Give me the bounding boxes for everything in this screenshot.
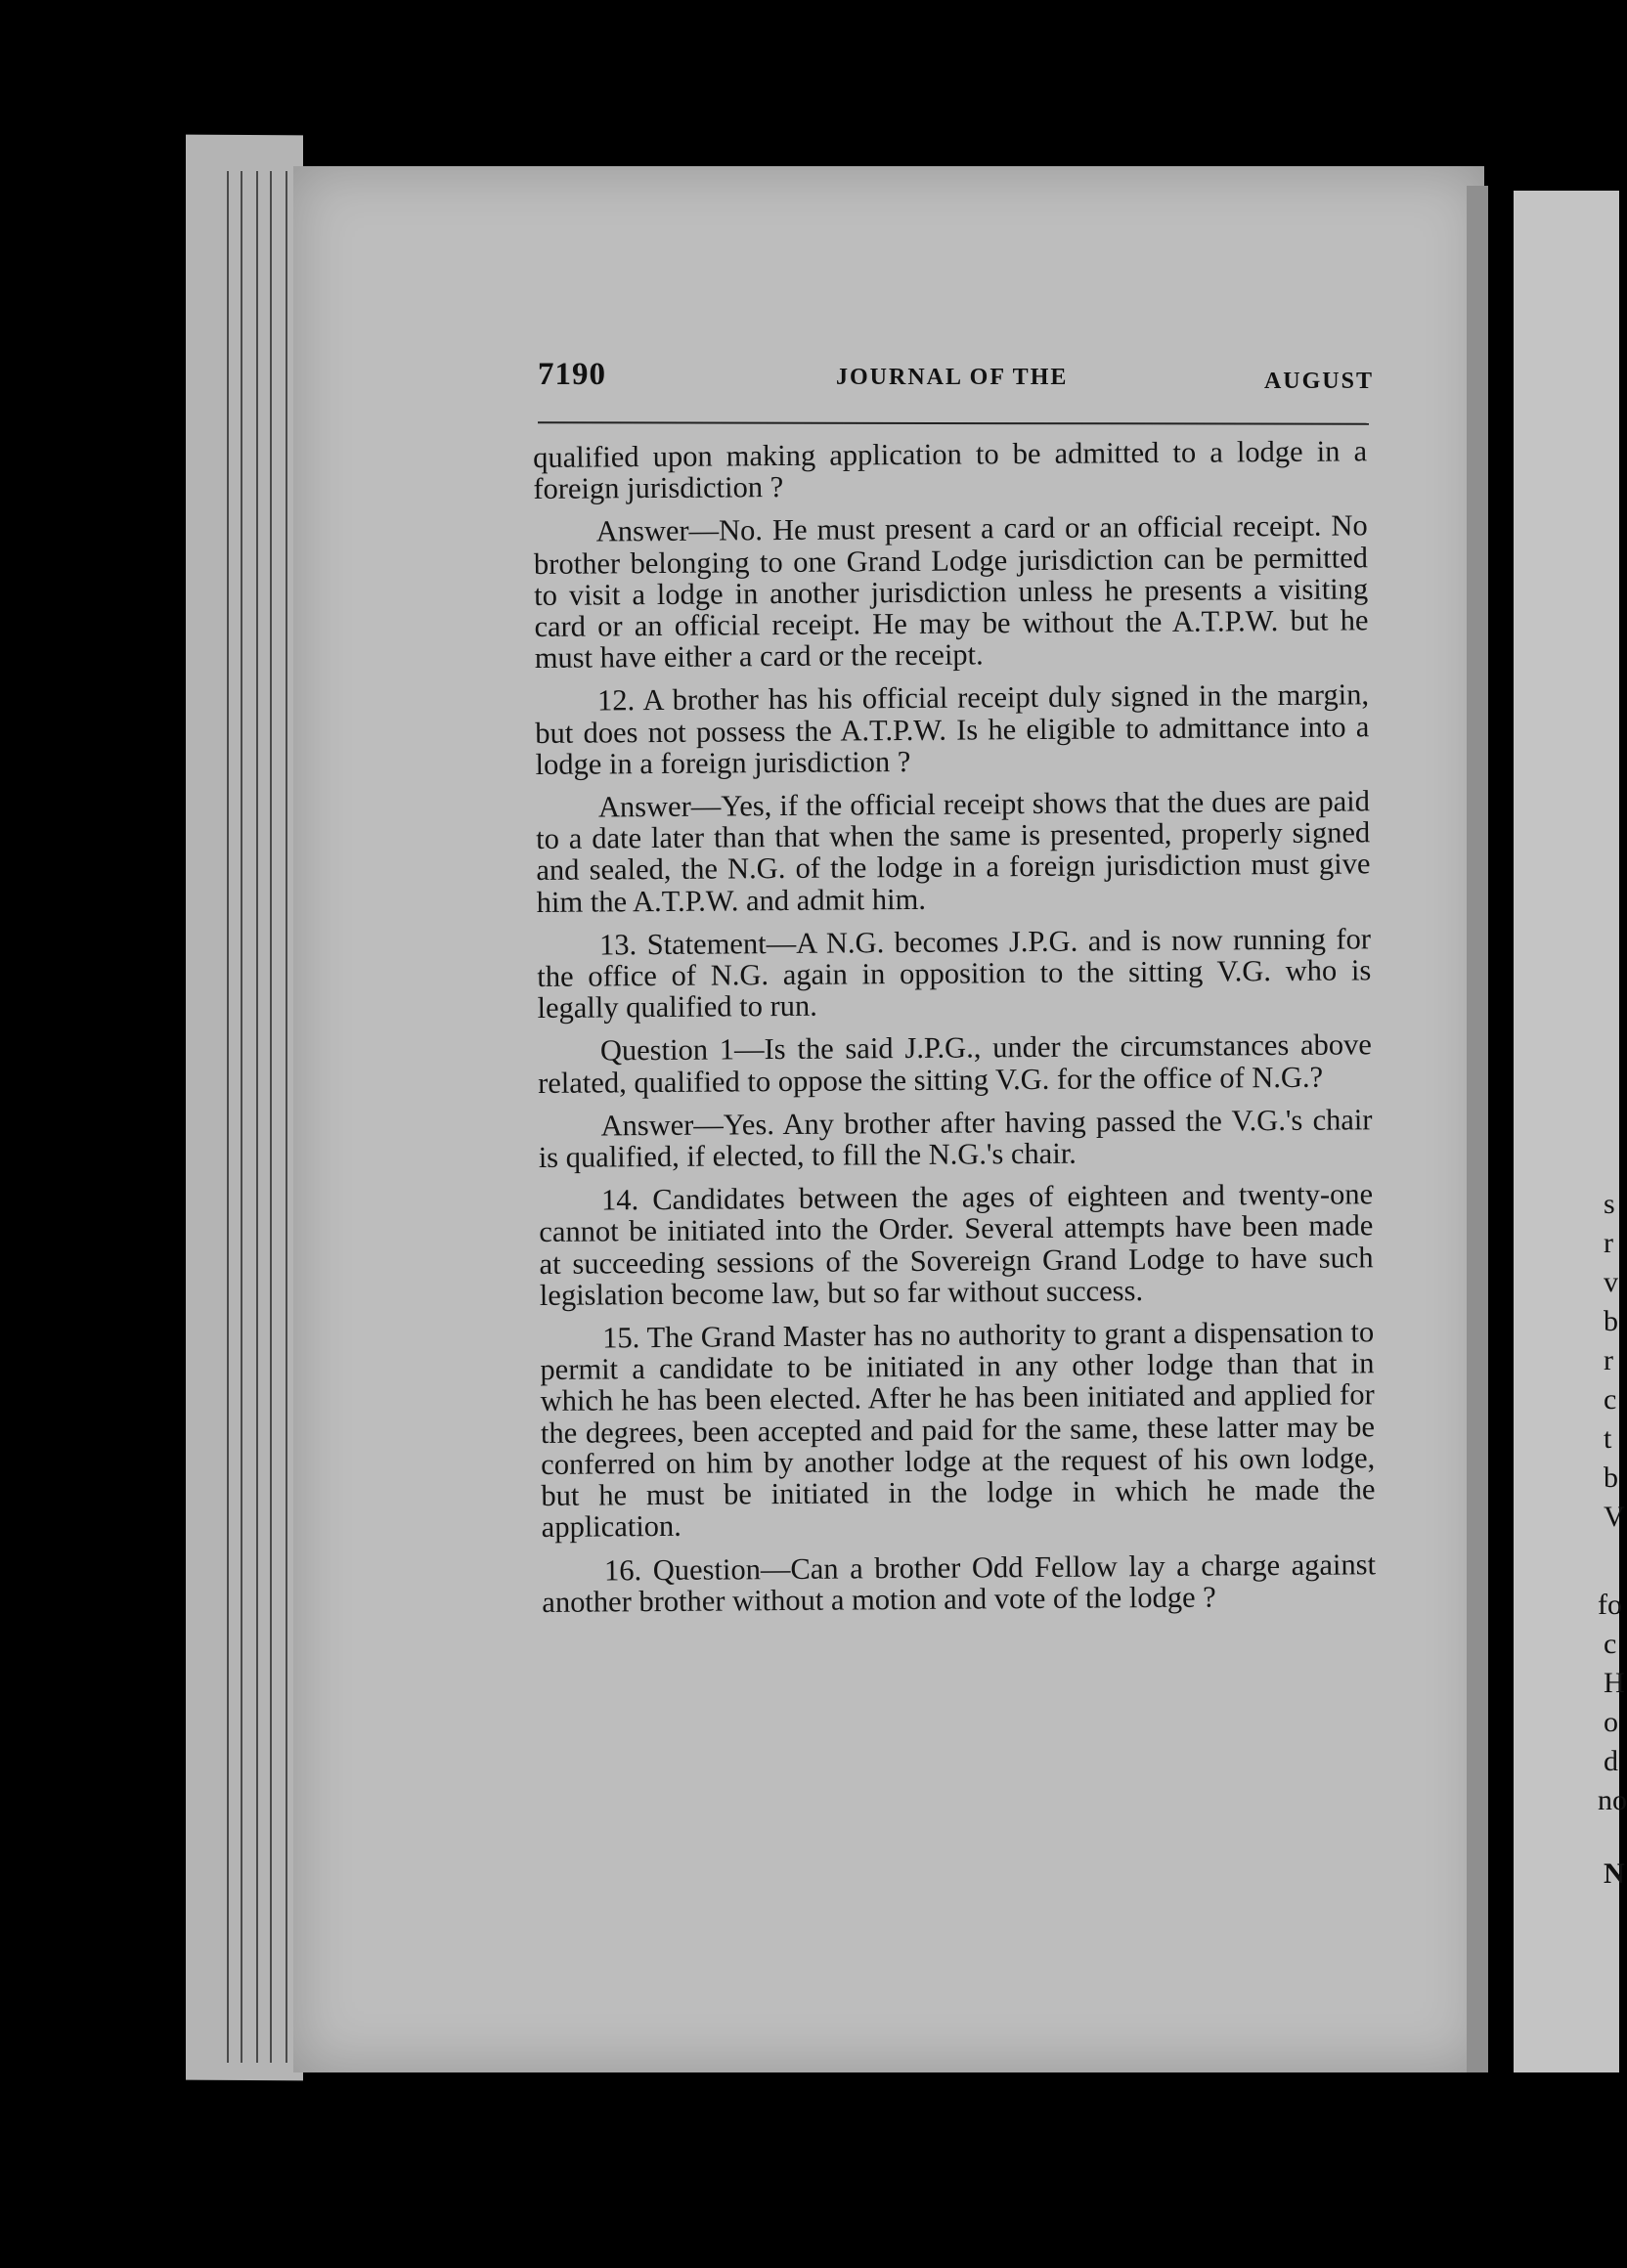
page-stack-line — [241, 171, 242, 2063]
paragraph: 13. Statement—A N.G. becomes J.P.G. and is now running for the office of N.G. again in opposition to the sitting V.G. who is legally qualified to run. — [537, 922, 1372, 1025]
page-gutter — [1467, 186, 1488, 2072]
paragraph: 14. Candidates between the ages of eighteen and twenty-one cannot be initiated into the Order. Several attempts have been made at succeeding sessions of the Sovereign Grand Lodge to have such legislation become law, but so far without success. — [539, 1177, 1374, 1312]
paragraph: Answer—No. He must present a card or an official receipt. No brother belonging to one Grand Lodge jurisdiction can be permitted to visit a lodge in another jurisdiction unless he presents a visiting card or an official receipt. He may be without the A.T.P.W. but he must have either a card or the receipt. — [533, 508, 1369, 676]
facing-page-fragment: c — [1604, 1628, 1617, 1660]
facing-page-fragment: r — [1604, 1227, 1613, 1259]
paragraph: Question 1—Is the said J.P.G., under the circumstances above related, qualified to oppose the sitting V.G. for the office of N.G.? — [538, 1027, 1373, 1100]
facing-page — [1514, 191, 1627, 2072]
facing-page-fragment: r — [1604, 1344, 1613, 1376]
page-stack-line — [270, 171, 272, 2063]
facing-page-fragment: b — [1604, 1305, 1618, 1337]
journal-title: JOURNAL OF THE — [836, 365, 1069, 390]
facing-page-fragment: d — [1604, 1745, 1618, 1777]
facing-page-fragment: b — [1604, 1461, 1618, 1494]
running-head — [538, 357, 1374, 415]
facing-page-fragment: s — [1604, 1188, 1615, 1220]
paragraph: 16. Question—Can a brother Odd Fellow lay a charge against another brother without a motion and vote of the lodge ? — [542, 1547, 1377, 1619]
page-number: 7190 — [538, 357, 606, 392]
paragraph: 15. The Grand Master has no authority to grant a dispensation to permit a candidate to be initiated in any other lodge than that in which he has been elected. After he has been initiated and applied for the degrees, been accepted and paid for the same, these latter may be conferred on him by another lodge at the request of his own lodge, but he must be initiated in the lodge in which he made the application. — [540, 1315, 1376, 1545]
facing-page-fragment: c — [1604, 1383, 1617, 1416]
facing-page-fragment: N — [1604, 1857, 1625, 1890]
page-stack-line — [227, 171, 229, 2063]
paragraph: qualified upon making application to be admitted to a lodge in a foreign jurisdiction ? — [532, 434, 1368, 506]
page-stack-line — [256, 171, 258, 2063]
facing-page-fragment: v — [1604, 1266, 1618, 1298]
month-label: AUGUST — [1263, 369, 1374, 394]
page-stack-line — [286, 171, 287, 2063]
facing-page-fragment: fo — [1598, 1589, 1622, 1621]
paragraph: 12. A brother has his official receipt duly signed in the margin, but does not possess the A.T.P.W. Is he eligible to admittance into a lodge in a foreign jurisdiction ? — [535, 677, 1370, 781]
facing-page-fragment: o — [1604, 1706, 1618, 1738]
page-body — [533, 435, 1376, 1618]
facing-page-fragment: V — [1604, 1501, 1625, 1533]
facing-page-fragment: t — [1604, 1422, 1612, 1455]
facing-page-fragment: no — [1598, 1784, 1627, 1816]
facing-page-fragment: H — [1604, 1667, 1625, 1699]
paragraph: Answer—Yes, if the official receipt shows that the dues are paid to a date later than that when the same is presented, properly signed and sealed, the N.G. of the lodge in a foreign jurisdiction must give him the A.T.P.W. and admit him. — [536, 784, 1371, 919]
paragraph: Answer—Yes. Any brother after having passed the V.G.'s chair is qualified, if elected, to fill the N.G.'s chair. — [538, 1103, 1373, 1175]
